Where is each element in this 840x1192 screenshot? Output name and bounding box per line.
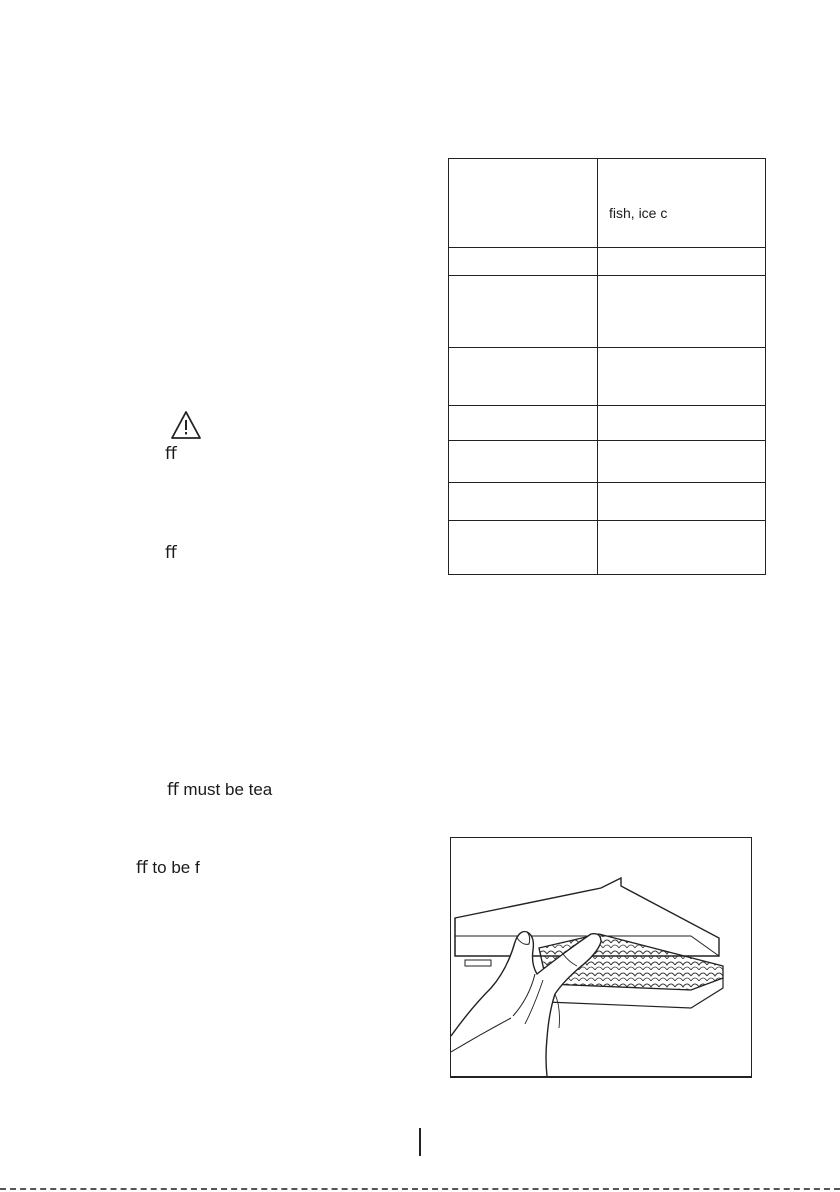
- text-fragment-ff-must: ﬀ must be tea: [167, 780, 273, 799]
- table-row-divider: [449, 247, 765, 248]
- table-cell-row1-right: ﬁsh, ice c: [609, 205, 668, 221]
- warning-triangle-icon: [170, 410, 202, 440]
- table-row-divider: [449, 440, 765, 441]
- text-fragment-ff-2: ﬀ: [165, 543, 177, 562]
- table-row-divider: [449, 275, 765, 276]
- ice-tray-illustration: [450, 837, 752, 1077]
- food-storage-table: [448, 158, 766, 575]
- table-row-divider: [449, 405, 765, 406]
- table-column-divider: [597, 159, 598, 574]
- text-fragment-ff-tobe: ﬀ to be f: [136, 858, 200, 877]
- table-row-divider: [449, 347, 765, 348]
- page-number-divider: [419, 1128, 421, 1156]
- table-row-divider: [449, 482, 765, 483]
- bottom-cut-line: [0, 1188, 840, 1190]
- table-row-divider: [449, 520, 765, 521]
- illustration-bottom-rule: [450, 1076, 752, 1078]
- text-fragment-ff-1: ﬀ: [165, 444, 177, 463]
